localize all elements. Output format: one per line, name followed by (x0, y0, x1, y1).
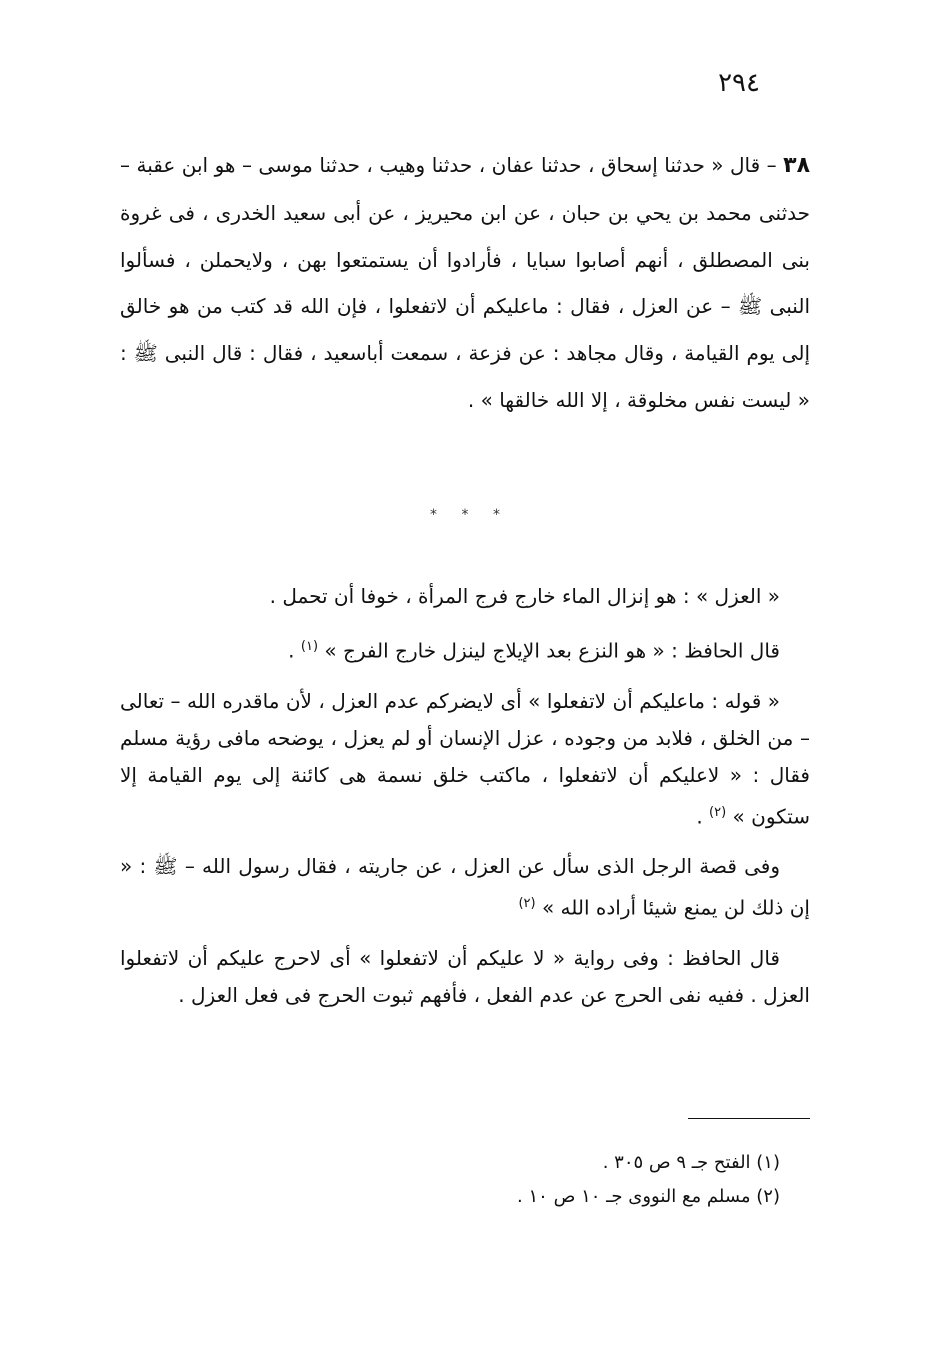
page-number: ٢٩٤ (718, 68, 760, 98)
commentary-explanation (120, 683, 810, 836)
hadith-number: ٣٨ (783, 153, 810, 178)
footnote-ref-2: (٢) (709, 804, 727, 820)
commentary-hafiz-end: . (288, 638, 301, 663)
hadith-text: – قال « حدثنا إسحاق ، حدثنا عفان ، حدثنا وهيب ، حدثنا موسى – هو ابن عقبة – حدثنى محمد بن يحي بن حبان ، عن ابن محيريز ، عن أبى سعيد الخدرى ، فى غروة بنى المصطلق ، أنهم أصابوا سبايا ، فأرادوا أن يستمتعوا بهن ، ولايحملن ، فسألوا النبى ﷺ – عن العزل ، فقال : ماعليكم أن لاتفعلوا ، فإن الله قد كتب من هو خالق إلى يوم القيامة ، وقال مجاهد : عن فزعة ، سمعت أباسعيد ، فقال : قال النبى ﷺ : « ليست نفس مخلوقة ، إلا الله خالقها » . (120, 153, 810, 412)
footnote-ref-1: (١) (300, 639, 319, 654)
hadith-paragraph (120, 142, 810, 424)
commentary-explanation-end: . (696, 804, 710, 829)
commentary-section (120, 578, 810, 1027)
commentary-riwaya: قال الحافظ : وفى رواية « لا عليكم أن لاتفعلوا » أى لاحرج عليكم أن لاتفعلوا العزل . ففيه نفى الحرج عن عدم الفعل ، فأفهم ثبوت الحرج فى فعل العزل . (120, 945, 810, 1007)
commentary-definition: « العزل » : هو إنزال الماء خارج فرج المرأة ، خوفا أن تحمل . (269, 584, 780, 608)
footnote-ref-2b: (٢) (518, 896, 536, 912)
commentary-explanation-text: « قوله : ماعليكم أن لاتفعلوا » أى لايضركم عدم العزل ، لأن ماقدره الله – تعالى – من الخلق ، فلابد من وجوده ، عزل الإنسان أو لم يعزل ، يوضحه مافى رؤية مسلم فقال : « لاعليكم أن لاتفعلوا ، ماكتب خلق نسمة هى كائنة إلى يوم القيامة إلا ستكون » (120, 688, 810, 829)
footnote-1: (١) الفتح جـ ٩ ص ٣٠٥ . (602, 1152, 780, 1173)
commentary-story (120, 848, 810, 927)
commentary-hafiz-quote (120, 628, 810, 670)
section-separator: * * * (430, 507, 510, 523)
footnote-divider (688, 1118, 810, 1119)
commentary-hafiz-text: قال الحافظ : « هو النزع بعد الإيلاج لينزل خارج الفرج » (318, 638, 780, 663)
footnote-2: (٢) مسلم مع النووى جـ ١٠ ص ١٠ . (517, 1186, 780, 1207)
commentary-story-text: وفى قصة الرجل الذى سأل عن العزل ، عن جاريته ، فقال رسول الله – ﷺ : « إن ذلك لن يمنع شيئا أراده الله » (120, 854, 810, 920)
footnotes (280, 1146, 780, 1214)
